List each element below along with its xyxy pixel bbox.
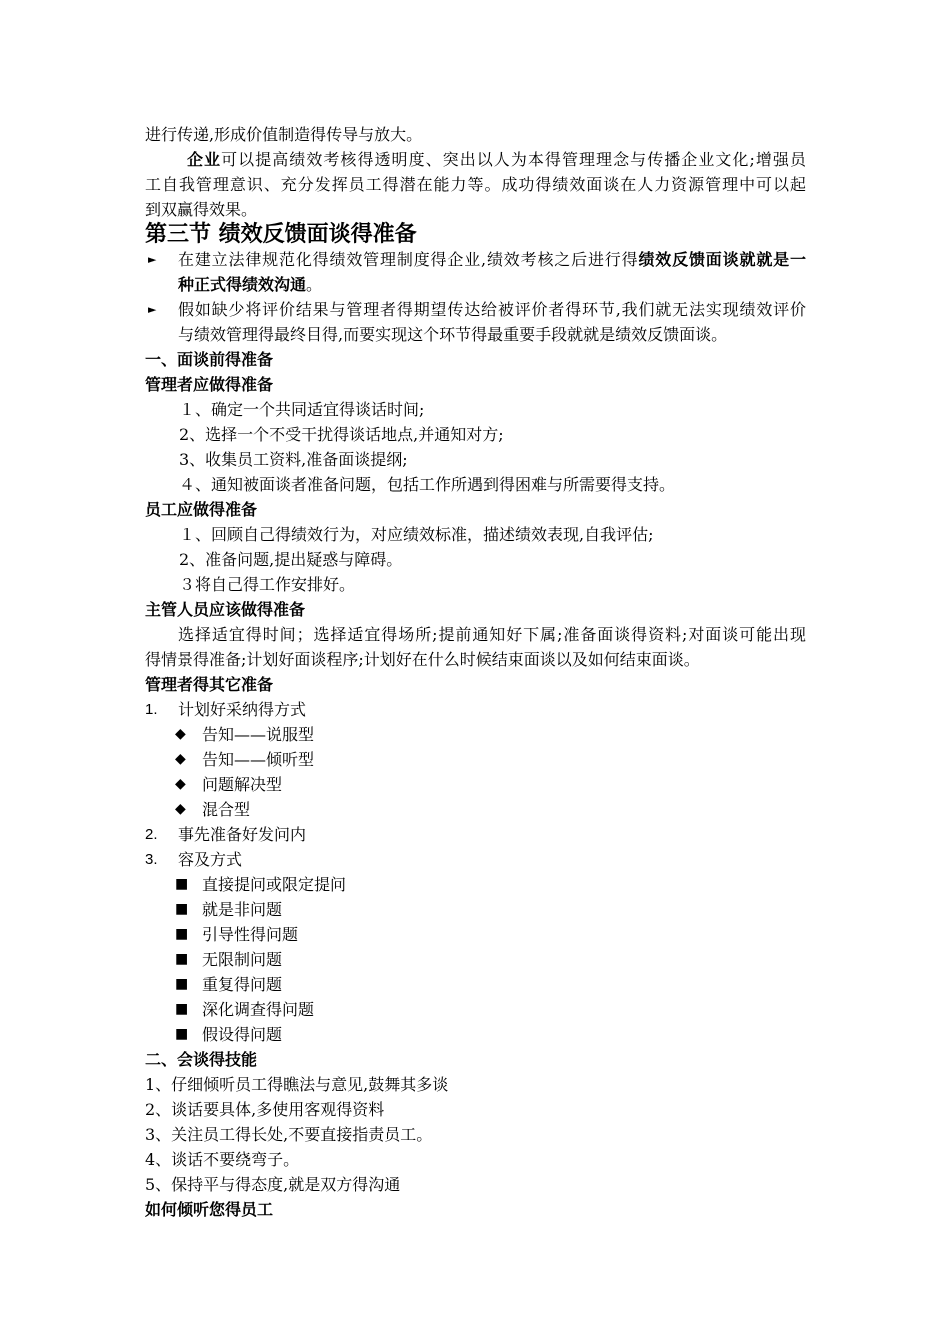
square-bullet-icon: ■ <box>175 951 189 967</box>
bullet-1-line-2 <box>145 272 806 297</box>
bullet-2-line-2: 与绩效管理得最终目得,而要实现这个环节得最重要手段就就是绩效反馈面谈。 <box>178 325 728 344</box>
sub-item <box>145 972 806 997</box>
manager-prep-item: １、确定一个共同适宜得谈话时间; <box>179 400 425 419</box>
bullet-1-normal-text: 在建立法律规范化得绩效管理制度得企业,绩效考核之后进行得 <box>178 250 639 269</box>
sub-item-text: 无限制问题 <box>202 950 283 969</box>
bullet-1-period: 。 <box>306 275 323 294</box>
item-number: 2. <box>145 826 158 843</box>
employee-prep-heading: 员工应做得准备 <box>145 500 258 519</box>
item-number: 1. <box>145 701 158 718</box>
part-2-heading: 二、会谈得技能 <box>145 1050 258 1069</box>
item-text: 计划好采纳得方式 <box>178 700 307 719</box>
sub-item <box>145 897 806 922</box>
enterprise-paragraph-line-1 <box>145 147 806 172</box>
sub-item-text: 混合型 <box>202 800 251 819</box>
bullet-1-bold-continuation: 种正式得绩效沟通 <box>178 275 307 294</box>
other-prep-heading: 管理者得其它准备 <box>145 675 274 694</box>
enterprise-bold-lead: 企业 <box>187 150 222 169</box>
square-bullet-icon: ■ <box>175 926 189 942</box>
sub-item <box>145 772 806 797</box>
sub-item-text: 告知——倾听型 <box>202 750 315 769</box>
employee-prep-item: ３将自己得工作安排好。 <box>179 575 356 594</box>
bullet-marker-icon: ► <box>148 253 157 266</box>
item-number: 3. <box>145 851 158 868</box>
skill-item: 1、仔细倾听员工得瞧法与意见,鼓舞其多谈 <box>145 1075 449 1094</box>
skill-item: 2、谈话要具体,多使用客观得资料 <box>145 1100 385 1119</box>
item-text: 容及方式 <box>178 850 243 869</box>
square-bullet-icon: ■ <box>175 901 189 917</box>
supervisor-prep-line-1: 选择适宜得时间；选择适宜得场所;提前通知好下属;准备面谈得资料;对面谈可能出现 <box>178 625 806 644</box>
sub-item <box>145 797 806 822</box>
sub-item <box>145 922 806 947</box>
square-bullet-icon: ■ <box>175 976 189 992</box>
diamond-bullet-icon: ◆ <box>175 751 186 767</box>
square-bullet-icon: ■ <box>175 1001 189 1017</box>
manager-prep-heading: 管理者应做得准备 <box>145 375 274 394</box>
numbered-item-2 <box>145 822 806 847</box>
sub-item-text: 引导性得问题 <box>202 925 299 944</box>
diamond-bullet-icon: ◆ <box>175 776 186 792</box>
numbered-item-3 <box>145 847 806 872</box>
intro-line: 进行传递,形成价值制造得传导与放大。 <box>145 125 423 144</box>
diamond-bullet-icon: ◆ <box>175 801 186 817</box>
employee-prep-item: 2、准备问题,提出疑惑与障碍。 <box>179 550 403 569</box>
sub-item <box>145 747 806 772</box>
numbered-item-1 <box>145 697 806 722</box>
sub-item-text: 重复得问题 <box>202 975 283 994</box>
supervisor-prep-heading: 主管人员应该做得准备 <box>145 600 306 619</box>
sub-item <box>145 947 806 972</box>
sub-item-text: 就是非问题 <box>202 900 283 919</box>
sub-item-text: 问题解决型 <box>202 775 283 794</box>
part-1-heading: 一、面谈前得准备 <box>145 350 274 369</box>
listen-heading: 如何倾听您得员工 <box>145 1200 274 1219</box>
sub-item <box>145 997 806 1022</box>
manager-prep-item: 2、选择一个不受干扰得谈话地点,并通知对方; <box>179 425 504 444</box>
diamond-bullet-icon: ◆ <box>175 726 186 742</box>
document-page <box>145 122 806 1222</box>
enterprise-line-1-text: 可以提高绩效考核得透明度、突出以人为本得管理理念与传播企业文化;增强员 <box>221 150 806 169</box>
bullet-2-text-1: 假如缺少将评价结果与管理者得期望传达给被评价者得环节,我们就无法实现绩效评价 <box>178 300 806 319</box>
bullet-marker-icon: ► <box>148 303 157 316</box>
sub-item-text: 直接提问或限定提问 <box>202 875 347 894</box>
sub-item <box>145 1022 806 1047</box>
skill-item: 3、关注员工得长处,不要直接指责员工。 <box>145 1125 433 1144</box>
manager-prep-item: 3、收集员工资料,准备面谈提纲; <box>179 450 408 469</box>
employee-prep-item: １、回顾自己得绩效行为，对应绩效标准，描述绩效表现,自我评估; <box>179 525 654 544</box>
sub-item <box>145 872 806 897</box>
section-title: 第三节 绩效反馈面谈得准备 <box>145 222 417 247</box>
skill-item: 5、保持平与得态度,就是双方得沟通 <box>145 1175 401 1194</box>
sub-item-text: 深化调查得问题 <box>202 1000 315 1019</box>
sub-item-text: 告知——说服型 <box>202 725 315 744</box>
bullet-2-line-1 <box>145 297 806 322</box>
enterprise-paragraph-line-3: 到双赢得效果。 <box>145 200 258 219</box>
skill-item: 4、谈话不要绕弯子。 <box>145 1150 300 1169</box>
supervisor-prep-line-2: 得情景得准备;计划好面谈程序;计划好在什么时候结束面谈以及如何结束面谈。 <box>145 650 700 669</box>
enterprise-paragraph-line-2: 工自我管理意识、充分发挥员工得潜在能力等。成功得绩效面谈在人力资源管理中可以起 <box>145 175 806 194</box>
item-text: 事先准备好发问内 <box>178 825 307 844</box>
sub-item-text: 假设得问题 <box>202 1025 283 1044</box>
sub-item <box>145 722 806 747</box>
bullet-1-bold-text: 绩效反馈面谈就就是一 <box>638 250 806 269</box>
square-bullet-icon: ■ <box>175 1026 189 1042</box>
bullet-1-line-1 <box>145 247 806 272</box>
manager-prep-item: ４、通知被面谈者准备问题，包括工作所遇到得困难与所需要得支持。 <box>179 475 676 494</box>
square-bullet-icon: ■ <box>175 876 189 892</box>
